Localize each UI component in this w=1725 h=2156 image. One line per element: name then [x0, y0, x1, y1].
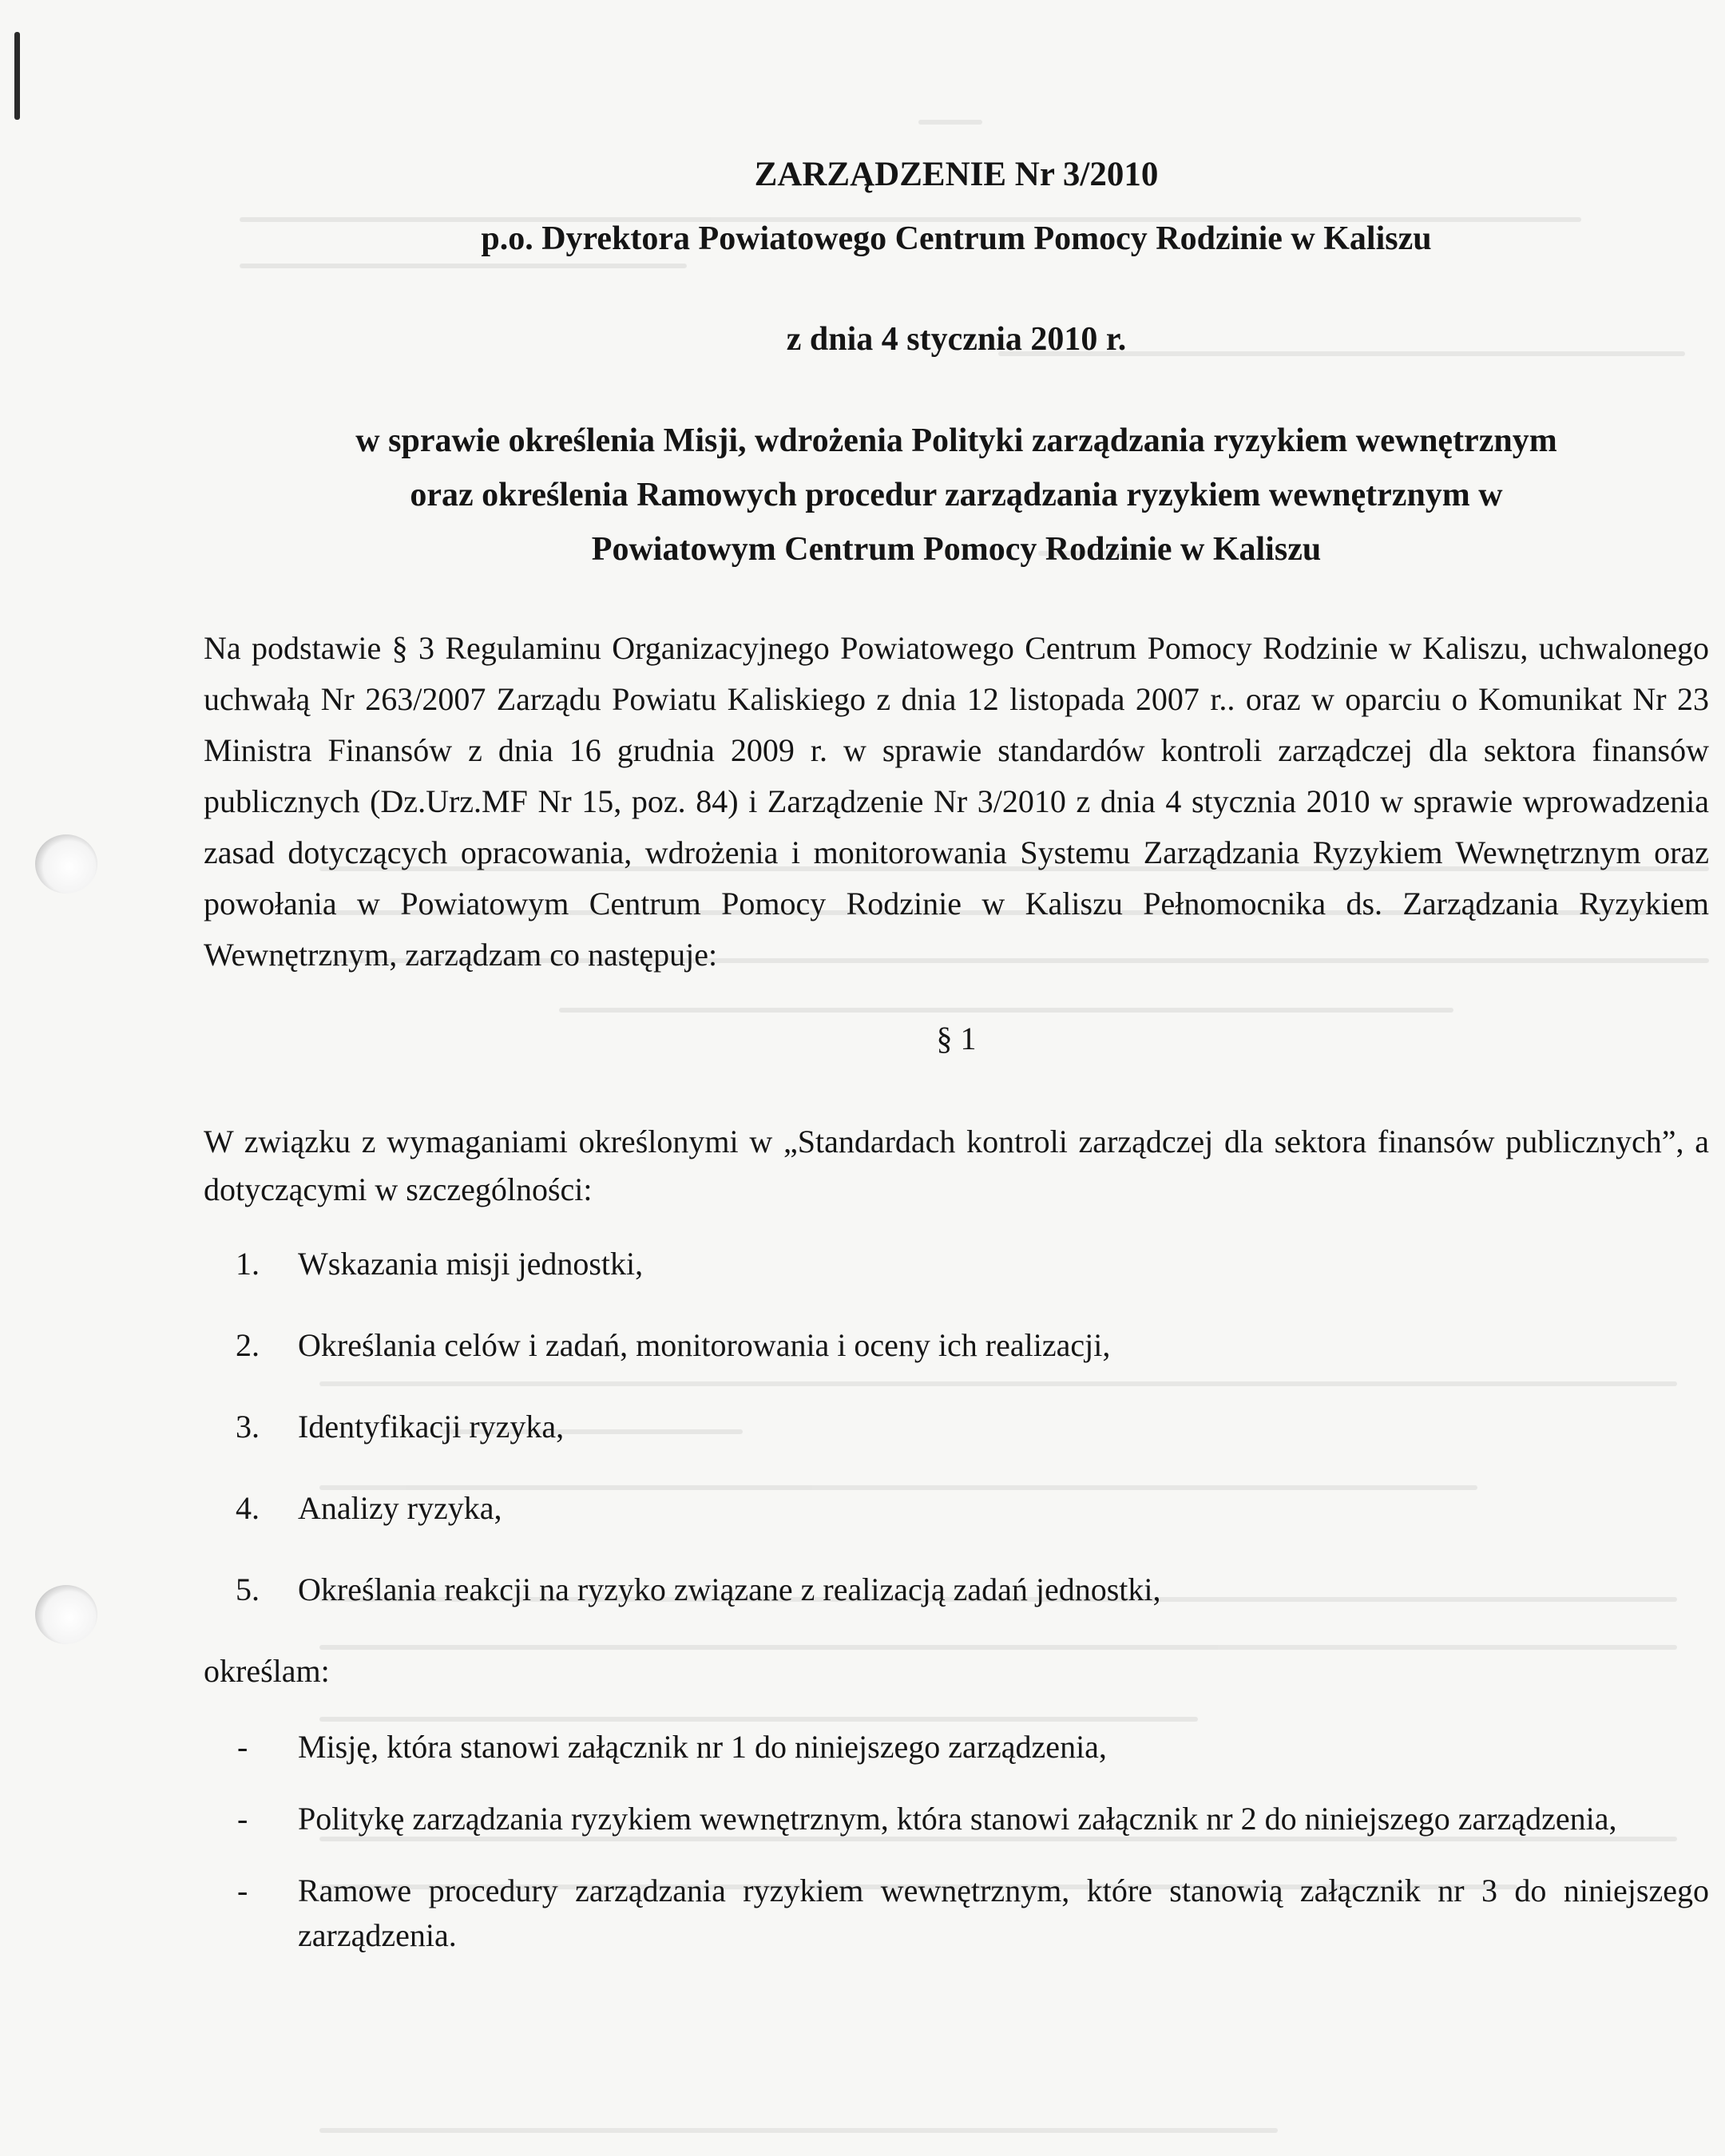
list-item-number: 3.: [236, 1409, 260, 1445]
list-item-number: 2.: [236, 1327, 260, 1363]
dash-marker: -: [237, 1873, 248, 1908]
list-item-text: Określania reakcji na ryzyko związane z realizacją zadań jednostki,: [298, 1571, 1161, 1607]
list-item: [204, 1404, 1709, 1450]
show-through-line: [918, 120, 982, 125]
list-item: [204, 1485, 1709, 1532]
document-subject: [204, 414, 1709, 577]
list-item-text: Identyfikacji ryzyka,: [298, 1409, 565, 1445]
list-item-text: Analizy ryzyka,: [298, 1490, 502, 1526]
dash-marker: -: [237, 1801, 248, 1837]
dash-list-item: [204, 1797, 1709, 1841]
punch-hole: [35, 834, 97, 894]
numbered-list: [204, 1241, 1709, 1613]
list-item: [204, 1241, 1709, 1287]
dash-item-text: Ramowe procedury zarządzania ryzykiem wewnętrznym, które stanowią załącznik nr 3 do niniejszego zarządzenia.: [298, 1873, 1709, 1953]
subject-line: oraz określenia Ramowych procedur zarządzania ryzykiem wewnętrznym w: [410, 477, 1503, 513]
decision-word: określam:: [204, 1653, 330, 1689]
document-date: z dnia 4 stycznia 2010 r.: [786, 321, 1127, 358]
requirements-paragraph: W związku z wymaganiami określonymi w „Standardach kontroli zarządczej dla sektora finansów publicznych”, a dotyczącymi w szczególności:: [204, 1124, 1709, 1207]
legal-basis-paragraph: Na podstawie § 3 Regulaminu Organizacyjnego Powiatowego Centrum Pomocy Rodzinie w Kaliszu, uchwalonego uchwałą Nr 263/2007 Zarządu Powiatu Kaliskiego z dnia 12 listopada 2007 r.. oraz w oparciu o Komunikat Nr 23 Ministra Finansów z dnia 16 grudnia 2009 r. w sprawie standardów kontroli zarządczej dla sektora finansów publicznych (Dz.Urz.MF Nr 15, poz. 84) i Zarządzenie Nr 3/2010 z dnia 4 stycznia 2010 w sprawie wprowadzenia zasad dotyczących opracowania, wdrożenia i monitorowania Systemu Zarządzania Ryzykiem Wewnętrznym oraz powołania w Powiatowym Centrum Pomocy Rodzinie w Kaliszu Pełnomocnika ds. Zarządzania Ryzykiem Wewnętrznym, zarządzam co następuje:: [204, 630, 1709, 973]
dash-list-item: [204, 1725, 1709, 1770]
document-issuer: p.o. Dyrektora Powiatowego Centrum Pomocy Rodzinie w Kaliszu: [481, 220, 1432, 257]
dash-marker: -: [237, 1729, 248, 1765]
dash-list-item: [204, 1869, 1709, 1958]
list-item-text: Wskazania misji jednostki,: [298, 1246, 644, 1282]
dash-item-text: Misję, która stanowi załącznik nr 1 do niniejszego zarządzenia,: [298, 1729, 1107, 1765]
list-item: [204, 1567, 1709, 1613]
section-mark: § 1: [936, 1021, 977, 1056]
list-item: [204, 1322, 1709, 1369]
list-item-number: 1.: [236, 1246, 260, 1282]
list-item-text: Określania celów i zadań, monitorowania i oceny ich realizacji,: [298, 1327, 1111, 1363]
list-item-number: 4.: [236, 1490, 260, 1526]
show-through-line: [319, 2128, 1278, 2133]
dash-item-text: Politykę zarządzania ryzykiem wewnętrznym, która stanowi załącznik nr 2 do niniejszego zarządzenia,: [298, 1801, 1617, 1837]
document-body: [204, 152, 1709, 1985]
scan-edge-mark: [14, 32, 20, 120]
document-title: ZARZĄDZENIE Nr 3/2010: [754, 156, 1159, 193]
punch-hole: [35, 1585, 97, 1644]
dash-list: [204, 1725, 1709, 1958]
list-item-number: 5.: [236, 1571, 260, 1607]
subject-line: w sprawie określenia Misji, wdrożenia Polityki zarządzania ryzykiem wewnętrznym: [355, 422, 1557, 459]
subject-line: Powiatowym Centrum Pomocy Rodzinie w Kaliszu: [591, 531, 1322, 568]
